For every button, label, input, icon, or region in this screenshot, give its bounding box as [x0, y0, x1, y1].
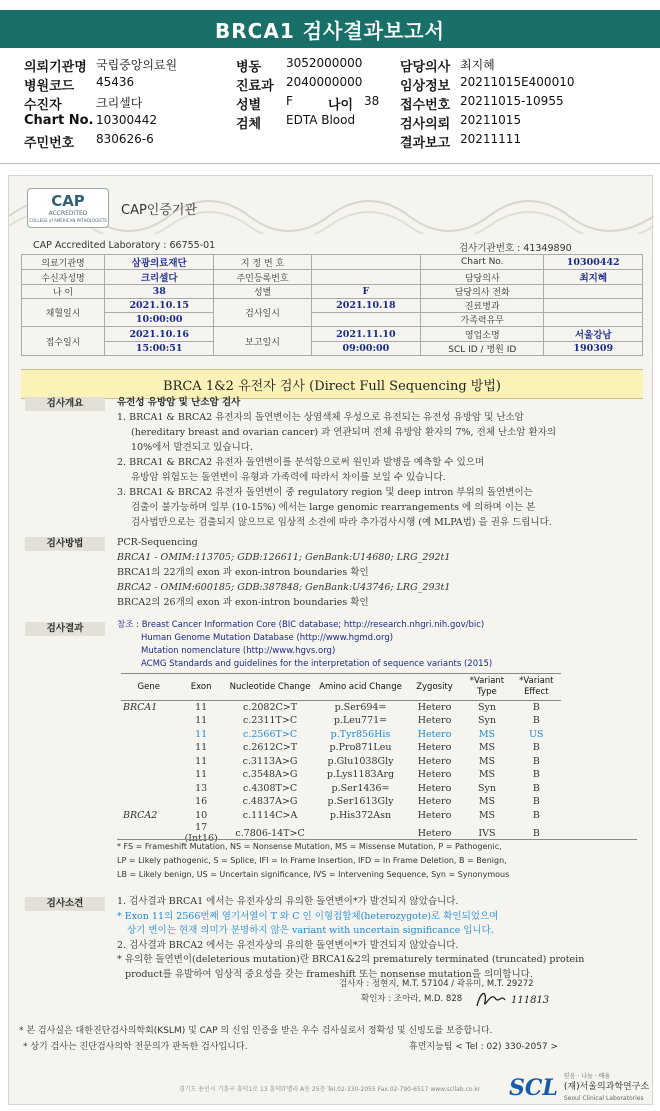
- cell-variant-effect: US: [529, 728, 544, 740]
- info-value: [544, 313, 643, 327]
- test-name-banner: BRCA 1&2 유전자 검사 (Direct Full Sequencing 방법): [21, 369, 643, 399]
- method-body: [117, 535, 637, 610]
- cell-nucleotide: c.2566T>C: [243, 728, 298, 740]
- cell-gene: [121, 714, 177, 728]
- value-specimen: EDTA Blood: [286, 113, 356, 127]
- variant-row: [121, 809, 561, 823]
- info-value: 10:00:00: [105, 313, 214, 327]
- variant-table: [121, 673, 561, 844]
- cell-gene: BRCA2: [123, 809, 158, 821]
- cell-variant-effect: B: [532, 769, 540, 781]
- conclusion-highlight: * Exon 11의 2566번째 염기서열이 T 와 C 인 이형접합체(heterozygote)로 확인되었으며: [117, 910, 499, 922]
- value-receipt-no: 20211015-10955: [460, 94, 564, 108]
- method-line: BRCA2 - OMIM:600185; GDB:387848; GenBank:U43746; LRG_293t1: [117, 582, 451, 593]
- info-key: SCL ID / 병원 ID: [421, 342, 544, 356]
- label-receipt-no: 접수번호: [400, 98, 451, 113]
- cell-exon: 11: [195, 715, 208, 727]
- info-value: 2021.10.18: [311, 299, 420, 313]
- conclusion-line: * 유의한 돌연변이(deleterious mutation)란 BRCA1&2의 prematurely terminated (truncated) protein: [117, 954, 585, 965]
- cell-variant-type: MS: [478, 755, 496, 767]
- accreditation-note: * 본 검사실은 대한진단검사의학회(KSLM) 및 CAP 의 신임 인증을 받은 우수 검사실로서 정확성 및 신빙도를 보증합니다.: [19, 1026, 493, 1036]
- info-value: [544, 299, 643, 313]
- cap-title: CAP인증기관: [121, 202, 198, 218]
- info-key: 담당의사: [421, 270, 544, 285]
- cell-nucleotide: c.4308T>C: [243, 782, 298, 794]
- variant-row: [121, 795, 561, 809]
- reference-line: Mutation nomenclature (http://www.hgvs.org): [141, 646, 336, 656]
- cell-variant-type: IVS: [478, 827, 496, 839]
- summary-row: [24, 113, 644, 131]
- info-key: 가족력유무: [421, 313, 544, 327]
- overview-line: 유방암 위험도는 돌연변이 유형과 가족력에 따라서 차이를 보일 수 있습니다.: [131, 472, 446, 483]
- footnote-line: LB = Likely benign, US = Uncertain significance, IVS = Intervening Sequence, Syn = Synonymous: [117, 870, 510, 879]
- cell-gene: [121, 741, 177, 755]
- cell-variant-type: MS: [478, 809, 496, 821]
- variant-row: [121, 728, 561, 742]
- info-row: [22, 270, 643, 285]
- info-value: 2021.11.10: [311, 327, 420, 342]
- info-value: [544, 285, 643, 299]
- scl-logo-area: [509, 1071, 649, 1104]
- info-value: 38: [105, 285, 214, 299]
- institution-number: 검사기관번호 : 41349890: [459, 243, 572, 254]
- patient-info-table: [21, 254, 643, 356]
- label-hospital-code: 병원코드: [24, 79, 75, 94]
- info-key: 수신자성명: [22, 270, 105, 285]
- cell-amino-acid: p.Lys1183Arg: [326, 769, 395, 781]
- info-key: 보고일시: [214, 327, 311, 356]
- info-key: Chart No.: [421, 255, 544, 270]
- method-line: BRCA1 - OMIM:113705; GDB:126611; GenBank:U14680; LRG_292t1: [117, 552, 451, 563]
- cell-variant-effect: B: [532, 742, 540, 754]
- variant-row: [121, 701, 561, 715]
- scl-logo-icon: SCL: [509, 1074, 558, 1101]
- summary-row: [24, 75, 644, 93]
- label-clinical-info: 임상정보: [400, 79, 451, 94]
- value-patient: 크리셀다: [96, 96, 143, 110]
- conclusion-highlight: 상기 변이는 현재 의미가 분명하지 않은 variant with uncertain significance 입니다.: [127, 925, 494, 936]
- cap-logo-area: [27, 188, 197, 228]
- cell-nucleotide: c.2612C>T: [243, 742, 298, 754]
- cell-variant-effect: B: [532, 827, 540, 839]
- label-chart-no: Chart No.: [24, 113, 94, 128]
- cell-exon: 16: [195, 796, 208, 808]
- footnote-line: * FS = Frameshift Mutation, NS = Nonsense Mutation, MS = Missense Mutation, P = Pathogenic,: [117, 842, 502, 851]
- col-zygosity: Zygosity: [407, 674, 463, 701]
- value-ward: 3052000000: [286, 56, 363, 70]
- cell-zygosity: Hetero: [417, 769, 452, 781]
- info-value: 최지혜: [544, 270, 643, 285]
- label-age: 나이: [328, 98, 354, 113]
- info-row: [22, 342, 643, 356]
- cell-exon: 11: [195, 755, 208, 767]
- cell-zygosity: Hetero: [417, 827, 452, 839]
- cell-nucleotide: c.2311T>C: [243, 715, 298, 727]
- info-key: 영업소명: [421, 327, 544, 342]
- reference-line: 참조 : Breast Cancer Information Core (BIC database; http://research.nhgri.nih.gov/bic): [117, 620, 485, 630]
- summary-row: [24, 94, 644, 112]
- cap-logo-icon: [27, 188, 109, 228]
- reference-line: ACMG Standards and guidelines for the interpretation of sequence variants (2015): [141, 659, 493, 669]
- cell-variant-effect: B: [532, 809, 540, 821]
- info-row: [22, 327, 643, 342]
- info-key: 성별: [214, 285, 311, 299]
- info-key: 검사일시: [214, 299, 311, 327]
- footnote-line: LP = Likely pathogenic, S = Splice, IFI = In Frame Insertion, IFD = In Frame Deletion, B = Benign,: [117, 856, 507, 865]
- info-value: 크리셀다: [105, 270, 214, 285]
- reference-line: Human Genome Mutation Database (http://www.hgmd.org): [141, 633, 394, 643]
- cell-variant-effect: B: [532, 796, 540, 808]
- info-row: [22, 255, 643, 270]
- tester-line: 검사자 : 정현지, M.T. 57104 / 곽유미, M.T. 29272: [339, 979, 534, 989]
- value-doctor: 최지혜: [460, 58, 495, 72]
- method-line: BRCA1의 22개의 exon 과 exon-intron boundaries 확인: [117, 567, 369, 578]
- section-label-conclusion: 검사소견: [25, 897, 105, 911]
- label-doctor: 담당의사: [400, 60, 451, 75]
- value-report-date: 20211111: [460, 132, 522, 146]
- cell-gene: BRCA1: [123, 702, 158, 713]
- conclusion-body: [117, 895, 637, 982]
- col-amino-acid: Amino acid Change: [314, 674, 407, 701]
- cap-logo-sub2: COLLEGE of AMERICAN PATHOLOGISTS: [29, 217, 107, 223]
- cell-nucleotide: c.7806-14T>C: [235, 827, 305, 839]
- cell-variant-effect: B: [532, 755, 540, 767]
- overview-line: 2. BRCA1 & BRCA2 유전자 돌연변이를 분석함으로써 원인과 발병을 예측할 수 있으며: [117, 457, 485, 468]
- info-row: [22, 313, 643, 327]
- cell-gene: [121, 795, 177, 809]
- value-resident-no: 830626-6: [96, 132, 154, 146]
- cell-gene: [121, 768, 177, 782]
- cell-variant-effect: B: [532, 782, 540, 794]
- cell-variant-type: MS: [478, 742, 496, 754]
- cell-amino-acid: p.Pro871Leu: [329, 742, 392, 754]
- section-label-overview: 검사개요: [25, 397, 105, 411]
- cell-variant-type: MS: [478, 796, 496, 808]
- info-value: 10300442: [544, 255, 643, 270]
- cell-zygosity: Hetero: [417, 742, 452, 754]
- section-label-method: 검사방법: [25, 537, 105, 551]
- cell-nucleotide: c.3113A>G: [242, 755, 298, 767]
- cell-exon: 11: [195, 728, 208, 740]
- cell-amino-acid: p.Glu1038Gly: [327, 755, 394, 767]
- conclusion-line: product를 유발하여 임상적 중요성을 갖는 frameshift 또는 nonsense mutation을 의미합니다.: [125, 968, 533, 980]
- col-gene: Gene: [121, 674, 177, 701]
- abbreviation-footnotes: [117, 839, 637, 882]
- value-age: 38: [364, 94, 380, 108]
- cell-gene: [121, 755, 177, 769]
- info-value: [311, 270, 420, 285]
- info-value: F: [311, 285, 420, 299]
- value-institution: 국립중앙의료원: [96, 58, 178, 72]
- label-department: 진료과: [236, 79, 274, 94]
- scl-name: [564, 1071, 649, 1104]
- cell-zygosity: Hetero: [417, 715, 452, 727]
- value-hospital-code: 45436: [96, 75, 135, 89]
- cap-logo-text: CAP: [51, 191, 85, 210]
- variant-row: [121, 714, 561, 728]
- cell-nucleotide: c.1114C>A: [242, 809, 298, 821]
- overview-heading: 유전성 유방암 및 난소암 검사: [117, 397, 241, 408]
- cell-nucleotide: c.2082C>T: [243, 702, 298, 713]
- cell-variant-type: MS: [478, 769, 496, 781]
- scl-name-en: Seoul Clinical Laboratories: [563, 1095, 644, 1102]
- info-key: 주민등록번호: [214, 270, 311, 285]
- scl-tagline: 믿음 · 나눔 · 배움: [563, 1073, 611, 1080]
- cell-zygosity: Hetero: [417, 809, 452, 821]
- value-department: 2040000000: [286, 75, 363, 89]
- col-exon: Exon: [177, 674, 226, 701]
- label-ward: 병동: [236, 60, 262, 75]
- cell-variant-effect: B: [532, 702, 540, 713]
- info-key: 접수일시: [22, 327, 105, 356]
- info-key: 의료기관명: [22, 255, 105, 270]
- contact-line: 휴먼지능팀 < Tel : 02) 330-2057 >: [409, 1042, 559, 1052]
- label-resident-no: 주민번호: [24, 136, 75, 151]
- label-request-date: 검사의뢰: [400, 117, 451, 132]
- section-label-result: 검사결과: [25, 622, 105, 636]
- overview-line: 10%에서 발견되고 있습니다.: [131, 442, 253, 453]
- summary-row: [24, 132, 644, 150]
- overview-line: 1. BRCA1 & BRCA2 유전자의 돌연변이는 상염색체 우성으로 유전되는 유전성 유방암 및 난소암: [117, 412, 524, 423]
- info-value: 2021.10.16: [105, 327, 214, 342]
- cell-exon: 11: [195, 702, 208, 713]
- conclusion-line: 2. 검사결과 BRCA2 에서는 유전자상의 유의한 돌연변이*가 발견되지 않았습니다.: [117, 939, 459, 951]
- info-value: [311, 313, 420, 327]
- info-value: [311, 255, 420, 270]
- label-specimen: 검체: [236, 117, 262, 132]
- overview-line: (hereditary breast and ovarian cancer) 과 연관되며 전체 유방암 환자의 7%, 전체 난소암 환자의: [131, 427, 557, 438]
- cell-amino-acid: p.His372Asn: [329, 809, 392, 821]
- info-value: 15:00:51: [105, 342, 214, 356]
- cell-nucleotide: c.3548A>G: [242, 769, 298, 781]
- info-value: 삼광의료재단: [105, 255, 214, 270]
- variant-row: [121, 755, 561, 769]
- cell-gene: [121, 728, 177, 742]
- scanned-report: [8, 175, 653, 1105]
- variant-header-row: [121, 674, 561, 701]
- variant-row: [121, 741, 561, 755]
- overview-body: [117, 395, 637, 530]
- variant-row: [121, 782, 561, 796]
- info-key: 지 정 번 호: [214, 255, 311, 270]
- cell-zygosity: Hetero: [417, 796, 452, 808]
- info-key: 나 이: [22, 285, 105, 299]
- cell-exon: 10: [195, 809, 208, 821]
- confirmer-line: 확인자 : 조아라, M.D. 828: [361, 994, 463, 1004]
- label-institution: 의뢰기관명: [24, 60, 87, 75]
- address-line: 경기도 용인시 기흥구 흥덕1로 13 흥덕IT밸리 A동 25층 Tel.02-330-2055 Fax.02-790-6517 www.scllab.co.kr: [179, 1086, 481, 1093]
- cell-amino-acid: p.Ser1613Gly: [327, 796, 394, 808]
- info-value: 2021.10.15: [105, 299, 214, 313]
- summary-row: [24, 56, 644, 74]
- info-value: 09:00:00: [311, 342, 420, 356]
- cell-zygosity: Hetero: [417, 728, 452, 740]
- cell-exon: 11: [195, 769, 208, 781]
- cell-exon: 11: [195, 742, 208, 754]
- cell-zygosity: Hetero: [417, 782, 452, 794]
- info-key: 진료병과: [421, 299, 544, 313]
- info-row: [22, 285, 643, 299]
- cell-zygosity: Hetero: [417, 755, 452, 767]
- cell-exon: 17 (Int16): [184, 822, 218, 844]
- lab-number: CAP Accredited Laboratory : 66755-01: [33, 240, 216, 251]
- scl-name-ko: (재)서울의과학연구소: [563, 1082, 650, 1092]
- value-request-date: 20211015: [460, 113, 522, 127]
- value-chart-no: 10300442: [96, 113, 158, 127]
- overview-line: 3. BRCA1 & BRCA2 유전자 돌연변이 중 regulatory region 및 deep intron 부위의 돌연변이는: [117, 487, 533, 498]
- info-key: 담당의사 전화: [421, 285, 544, 299]
- overview-line: 검사법만으로는 검출되지 않으므로 임상적 소견에 따라 추가검사시행 (예 MLPA법) 을 권유 드립니다.: [131, 517, 552, 528]
- cell-nucleotide: c.4837A>G: [242, 796, 298, 808]
- variant-row: [121, 768, 561, 782]
- label-report-date: 결과보고: [400, 136, 451, 151]
- cell-amino-acid: p.Leu771=: [333, 715, 388, 727]
- cell-variant-type: Syn: [477, 715, 496, 727]
- signature-date: 111813: [511, 995, 550, 1006]
- reading-note: * 상기 검사는 진단검사의학 전문의가 판독한 검사입니다.: [23, 1042, 248, 1052]
- cell-amino-acid: p.Ser694=: [334, 702, 387, 713]
- col-variant-effect: *Variant Effect: [512, 674, 561, 701]
- cell-exon: 13: [195, 782, 208, 794]
- col-variant-type: *Variant Type: [462, 674, 511, 701]
- divider: [0, 163, 660, 164]
- info-value: 서울강남: [544, 327, 643, 342]
- label-sex: 성별: [236, 98, 262, 113]
- cell-variant-type: Syn: [477, 782, 496, 794]
- cell-gene: [121, 782, 177, 796]
- result-references: [117, 619, 637, 671]
- cell-amino-acid: p.Tyr856His: [330, 728, 391, 740]
- cell-amino-acid: p.Ser1436=: [331, 782, 390, 794]
- info-row: [22, 299, 643, 313]
- info-key: 채혈일시: [22, 299, 105, 327]
- overview-line: 검출이 불가능하며 일부 (10-15%) 에서는 large genomic rearrangements 에 의하며 이는 본: [131, 502, 536, 513]
- cell-variant-type: MS: [478, 728, 496, 740]
- cell-variant-type: Syn: [477, 702, 496, 713]
- col-nucleotide: Nucleotide Change: [226, 674, 314, 701]
- conclusion-line: 1. 검사결과 BRCA1 에서는 유전자상의 유의한 돌연변이*가 발견되지 않았습니다.: [117, 896, 459, 907]
- info-value: 190309: [544, 342, 643, 356]
- method-line: BRCA2의 26개의 exon 과 exon-intron boundaries 확인: [117, 597, 369, 608]
- report-title: BRCA1 검사결과보고서: [0, 10, 660, 48]
- value-clinical-info: 20211015E400010: [460, 75, 575, 89]
- cell-zygosity: Hetero: [417, 702, 452, 713]
- cell-variant-effect: B: [532, 715, 540, 727]
- value-sex: F: [286, 94, 293, 108]
- cap-logo-sub1: ACCREDITED: [48, 209, 88, 217]
- label-patient: 수진자: [24, 98, 62, 113]
- signature-icon: [471, 988, 561, 1012]
- method-line: PCR-Sequencing: [117, 537, 198, 548]
